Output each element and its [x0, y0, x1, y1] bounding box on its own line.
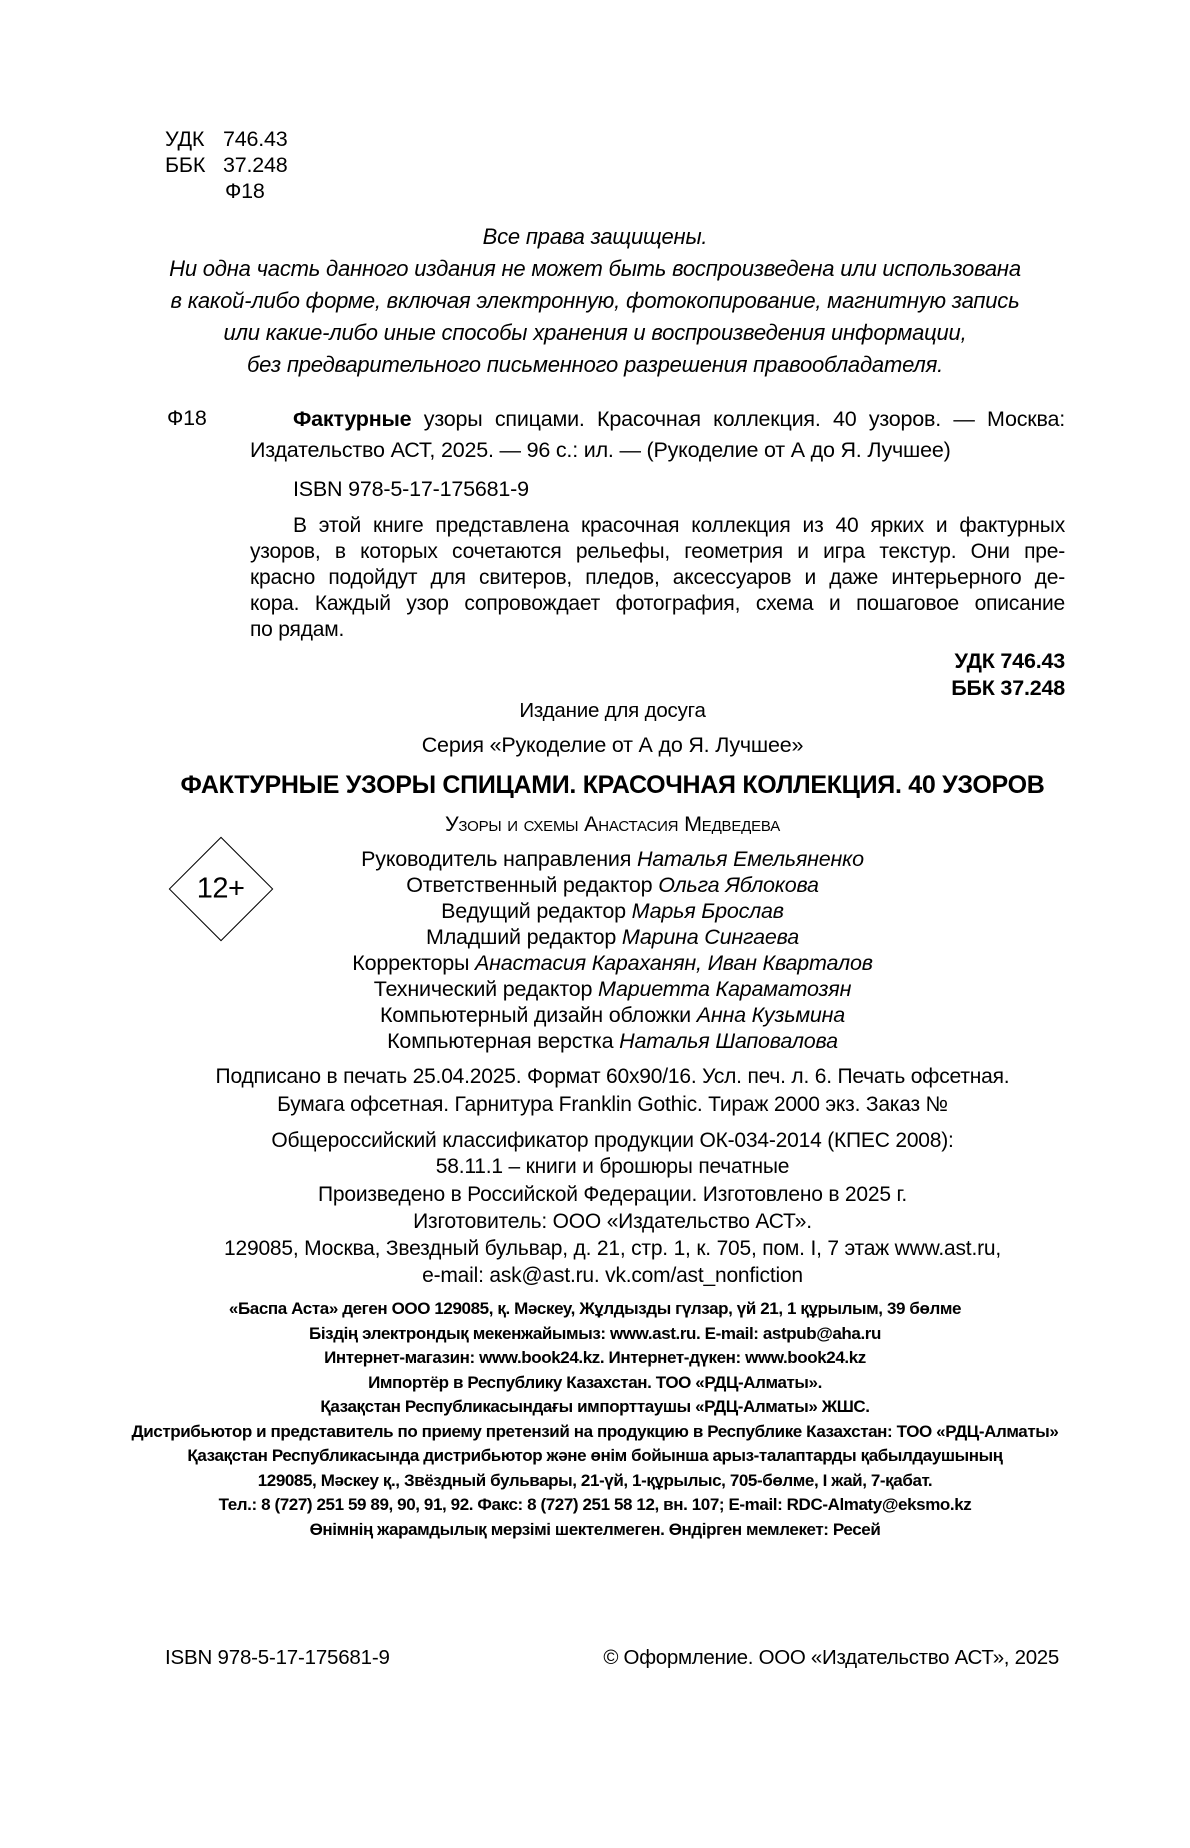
- credit-name: Марина Сингаева: [621, 925, 799, 949]
- series-name: Серия «Рукоделие от А до Я. Лучшее»: [421, 733, 804, 757]
- credit-name: Наталья Шаповалова: [619, 1029, 838, 1053]
- rights-notice-line: в какой-либо форме, включая электронную, фотокопирование, магнитную запись: [170, 288, 1020, 313]
- bbk-label: ББК: [165, 153, 206, 177]
- credit-name: Анна Кузьмина: [696, 1003, 846, 1027]
- top-classification-codes: [165, 126, 288, 204]
- credit-role: Технический редактор: [373, 977, 593, 1001]
- catalog-card: [167, 404, 1065, 702]
- credit-row: [165, 1002, 1060, 1028]
- annotation-line: по рядам.: [250, 618, 345, 641]
- credit-role: Ответственный редактор: [406, 873, 653, 897]
- bibliographic-description: [250, 404, 1065, 466]
- credit-row: [165, 924, 1060, 950]
- credit-row: [165, 872, 1060, 898]
- kazakhstan-distribution-info: [60, 1297, 1130, 1542]
- credit-role: Ведущий редактор: [441, 899, 626, 923]
- annotation-line: В этой книге представлена красочная коллекция из 40 ярких и фактурных: [293, 514, 1065, 537]
- classifier-line: Общероссийский классификатор продукции ОК-034-2014 (КПЕС 2008):: [271, 1129, 954, 1152]
- catalog-card-author-sign: Ф18: [167, 406, 207, 430]
- book-title-lead: Фактурные: [293, 407, 412, 431]
- isbn-line: ISBN 978-5-17-175681-9: [293, 477, 529, 501]
- credit-row: [165, 950, 1060, 976]
- author-sign: Ф18: [225, 179, 265, 203]
- card-codes-right: [250, 648, 1065, 702]
- bbk-code-bold: ББК 37.248: [951, 676, 1065, 700]
- credit-role: Руководитель направления: [361, 847, 632, 871]
- kazakhstan-line: Қазақстан Республикасындағы импорттаушы «РДЦ-Алматы» ЖШС.: [320, 1397, 870, 1416]
- kazakhstan-line: 129085, Мәскеу қ., Звёздный бульвары, 21-үй, 1-құрылыс, 705-бөлме, I жай, 7-қабат.: [257, 1470, 933, 1490]
- credit-name: Ольга Яблокова: [658, 873, 819, 897]
- annotation-line: кора. Каждый узор сопровождает фотография, схема и пошаговое описание: [250, 592, 1065, 615]
- kazakhstan-line: Біздің электрондық мекенжайымыз: www.ast.ru. E-mail: astpub@aha.ru: [309, 1323, 881, 1343]
- product-classifier: [165, 1128, 1060, 1180]
- udk-label: УДК: [165, 127, 205, 151]
- credit-name: Анастасия Караханян, Иван Кварталов: [475, 951, 873, 975]
- credit-name: Марья Брослав: [631, 899, 784, 923]
- annotation-line: красно подойдут для свитеров, пледов, аксессуаров и даже интерьерного де-: [250, 566, 1065, 589]
- bbk-value: 37.248: [223, 153, 288, 177]
- rights-notice-line: без предварительного письменного разрешения правообладателя.: [246, 352, 944, 377]
- kazakhstan-line: Дистрибьютор и представитель по приему претензий на продукцию в Республике Казахстан: ТОО «РДЦ-Алматы»: [131, 1421, 1059, 1441]
- footer-copyright: © Оформление. ООО «Издательство АСТ», 2025: [603, 1646, 1059, 1669]
- rights-notice: [130, 221, 1060, 381]
- page-title: ФАКТУРНЫЕ УЗОРЫ СПИЦАМИ. КРАСОЧНАЯ КОЛЛЕКЦИЯ. 40 УЗОРОВ: [180, 771, 1045, 799]
- kazakhstan-line: Интернет-магазин: www.book24.kz. Интернет-дүкен: www.book24.kz: [324, 1348, 866, 1367]
- print-info-line: Подписано в печать 25.04.2025. Формат 60х90/16. Усл. печ. л. 6. Печать офсетная.: [215, 1065, 1010, 1088]
- udk-code: [165, 126, 288, 152]
- credit-role: Корректоры: [352, 951, 470, 975]
- byline: Узоры и схемы Анастасия Медведева: [444, 812, 781, 836]
- credits-list: [165, 846, 1060, 1054]
- credit-role: Компьютерный дизайн обложки: [379, 1003, 691, 1027]
- credit-role: Младший редактор: [426, 925, 617, 949]
- kazakhstan-line: «Баспа Аста» деген ООО 129085, қ. Мәскеу, Жұлдызды гүлзар, үй 21, 1 құрылым, 39 бөлме: [228, 1299, 962, 1318]
- rights-notice-line: Ни одна часть данного издания не может быть воспроизведена или использована: [169, 256, 1021, 281]
- kazakhstan-line: Импортёр в Республику Казахстан. ТОО «РДЦ-Алматы».: [368, 1372, 822, 1392]
- credit-row: [165, 1028, 1060, 1054]
- manufacturer-info: [165, 1181, 1060, 1289]
- manufacturer-line: Произведено в Российской Федерации. Изготовлено в 2025 г.: [318, 1183, 907, 1206]
- credit-name: Наталья Емельяненко: [636, 847, 864, 871]
- age-rating-label: 12+: [197, 872, 245, 905]
- kazakhstan-line: Қазақстан Республикасында дистрибьютор және өнім бойынша арыз-талаптарды қабылдаушының: [187, 1446, 1003, 1465]
- bibliographic-description-rest: узоры спицами. Красочная коллекция. 40 узоров. — Москва: Издательство АСТ, 2025. — 96 с.: ил. — (Рукоделие от А до Я. Лучшее): [250, 407, 1065, 462]
- credit-row: [165, 976, 1060, 1002]
- manufacturer-line: 129085, Москва, Звездный бульвар, д. 21, стр. 1, к. 705, пом. I, 7 этаж www.ast.ru,: [224, 1237, 1001, 1260]
- credit-role: Компьютерная верстка: [387, 1029, 614, 1053]
- credit-row: [165, 846, 1060, 872]
- edition-type: Издание для досуга: [519, 699, 706, 722]
- footer-isbn: ISBN 978-5-17-175681-9: [165, 1646, 390, 1669]
- edition-info: [165, 699, 1060, 758]
- manufacturer-line: Изготовитель: ООО «Издательство АСТ».: [413, 1210, 812, 1233]
- rights-notice-line: Все права защищены.: [482, 224, 708, 249]
- kazakhstan-line: Өнімнің жарамдылық мерзімі шектелмеген. Өндірген мемлекет: Ресей: [309, 1519, 881, 1539]
- print-info: [165, 1063, 1060, 1119]
- classifier-line: 58.11.1 – книги и брошюры печатные: [435, 1155, 790, 1178]
- annotation: [250, 513, 1065, 643]
- credit-name: Мариетта Караматозян: [598, 977, 852, 1001]
- bbk-code: [165, 152, 288, 178]
- credit-row: [165, 898, 1060, 924]
- print-info-line: Бумага офсетная. Гарнитура Franklin Gothic. Тираж 2000 экз. Заказ №: [277, 1093, 948, 1116]
- annotation-line: узоров, в которых сочетаются рельефы, геометрия и игра текстур. Они пре-: [250, 540, 1065, 563]
- manufacturer-line: e-mail: ask@ast.ru. vk.com/ast_nonfiction: [422, 1264, 803, 1287]
- kazakhstan-line: Тел.: 8 (727) 251 59 89, 90, 91, 92. Факс: 8 (727) 251 58 12, вн. 107; E-mail: RDC-Almaty@eksmo.kz: [218, 1495, 972, 1514]
- rights-notice-line: или какие-либо иные способы хранения и воспроизведения информации,: [223, 320, 967, 345]
- udk-code-bold: УДК 746.43: [954, 649, 1065, 673]
- udk-value: 746.43: [223, 127, 288, 151]
